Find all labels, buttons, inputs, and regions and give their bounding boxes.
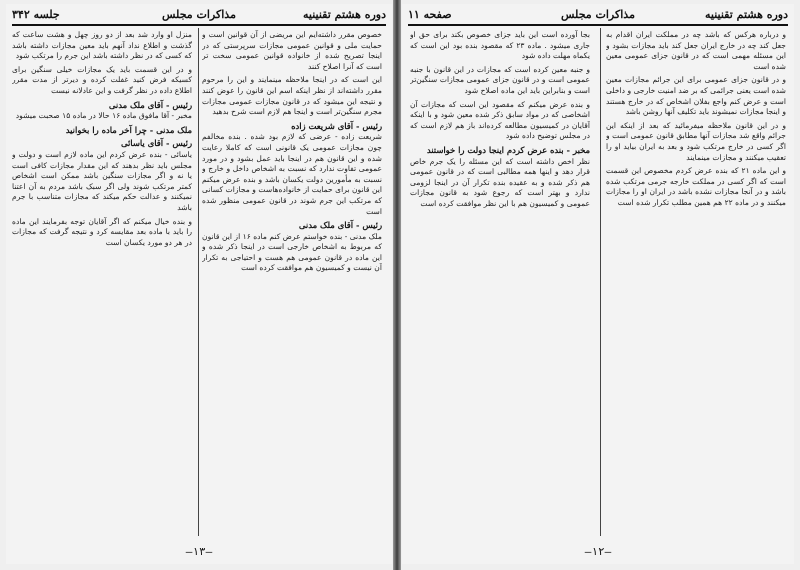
- left-page: [6, 4, 392, 564]
- speaker-heading: مخبر - بنده عرض کردم اینجا دولت را خواستند: [426, 144, 590, 155]
- paragraph: و بنده خیال میکنم که اگر آقایان توجه بفرمایند این ماده را باید با ماده بعد مقایسه کرد و نتیجه گرفت که مجازات در هر دو مورد یکسان است: [12, 216, 192, 247]
- left-header-rule: [12, 24, 386, 26]
- paragraph: و بنده عرض میکنم که مقصود این است که مجازات آن اشخاصی که در مواد سابق ذکر شده معین شود و با اینکه آقایان در کمیسیون مطالعه کرده‌اند باز هم لازم است که در مجلس توضیح داده شود: [410, 99, 590, 141]
- paragraph: و در این قانون ملاحظه میفرمائید که بعد از اینکه این جرائم واقع شد مجازات آنها مطابق قانون عمومی است و اگر کسی در خارج مرتکب شود و بعد به ایران بیاید او را تعقیب میکنند و مجازات مینمایند: [606, 120, 786, 162]
- paragraph: و درباره هرکس که باشد چه در مملکت ایران اقدام به جعل کند چه در خارج ایران جعل کند باید مجازات بشود و این مسئله مهمی است که در قانون جزای عمومی معین شده است: [606, 30, 786, 71]
- speaker-heading: ملک مدنی - چرا آخر ماده را بخوانید: [65, 124, 192, 135]
- paragraph: و در قانون جزای عمومی برای این جرائم مجازات معین شده است یعنی جرائمی که بر ضد امنیت خارجی و داخلی است و عرض کنم واجع بفلان اشخاص که در خارج هستند و اینجا مجازات نمیشوند باید تکلیف آنها روشن باشد: [606, 75, 786, 117]
- paragraph: شریعت زاده - عرضی که لازم بود شده . بنده مخالفم چون مجازات عمومی یک قانونی است که کاملا رعایت شده و این قانون هم در اینجا باید عمل بشود و در مورد عمومی تفاوت ندارد که نسبت به اشخاص داخل و خارج و نسبت به مأمورین دولت یکسان باشد و بنده عرض میکنم این قانون برای حمایت از خانواده‌هاست و مجازات کسانی که مرتکب این جرم شوند در قانون عمومی منظور شده است: [202, 132, 382, 216]
- left-header-page: جلسه ۳۴۲: [12, 8, 60, 21]
- paragraph: خصوص مقرر داشته‌ایم این مریضی از آن قوانین است و حمایت ملی و قوانین عمومی مجازات سرپرستی که در اینجا تصریح شده از خانواده قوانین عمومی سخت تر است که آنرا اصلاح کنند: [202, 30, 382, 71]
- left-page-right-column: [202, 30, 382, 534]
- book-gutter: [393, 0, 401, 570]
- speaker-heading: رئیس - آقای شریعت زاده: [291, 120, 382, 131]
- paragraph: بجا آورده است این باید جزای خصوص بکند برای حق او جاری میشود . ماده ۲۳ که مقصود بنده بود این است که یکماه مهلت داده شود: [410, 30, 590, 61]
- speaker-heading: رئیس - آقای یاسائی: [120, 138, 192, 149]
- paragraph: نظر اخص داشته است که این مسئله را یک جرم خاص قرار دهد و اینها همه مطالبی است که در قانون عمومی هم ذکر شده و به عقیده بنده تکرار آن در اینجا لزومی ندارد و بهتر است که رجوع شود به قانون مجازات عمومی و کمیسیون هم با این نظر موافقت کرده است: [410, 156, 590, 208]
- right-header-rule: [408, 24, 788, 26]
- right-page-right-column: [606, 30, 786, 534]
- paragraph: و جنبه معین کرده است که مجازات در این قانون با جنبه عمومی است و در قانون جزای عمومی مجازات سنگین‌تر است و بنابراین باید این ماده اصلاح شود: [410, 64, 590, 95]
- left-page-left-column: [12, 30, 192, 534]
- paragraph: و در این قسمت باید یک مجازات خیلی سنگین برای کسیکه فرض کنید غفلت کرده و دیرتر از مدت مقرر اطلاع داده در نظر گرفت و این عادلانه نیست: [12, 64, 192, 95]
- left-page-number: —۱۳—: [185, 545, 213, 558]
- left-header-session: دوره هشتم تقنینیه: [303, 8, 386, 21]
- right-header-page: صفحه ۱۱: [408, 8, 452, 21]
- right-page: [402, 4, 794, 564]
- right-column-divider: [600, 28, 601, 536]
- paragraph: منزل او وارد شد بعد از دو روز چهل و هشت ساعت که گذشت و اطلاع نداد آنهم باید معین مجازات داشته باشد که کسی که در نظر داشته باشد این جرم را مرتکب شود: [12, 30, 192, 61]
- left-page-header: [12, 6, 386, 24]
- left-column-divider: [198, 28, 199, 536]
- paragraph: این است که در اینجا ملاحظه مینمایند و این را مرحوم مقرر داشته‌اند از نظر اینکه اسم این قانون را عوض کنند و نتیجه این میشود که در قانون مجازات عمومی مجازات مجرم سنگین‌تر است و اینجا هم لازم است شرح بدهید: [202, 75, 382, 117]
- paragraph: ملک مدنی - بنده خواستم عرض کنم ماده ۱۶ از این قانون که مربوط به اشخاص خارجی است در اینجا ذکر شده و این ماده در قانون عمومی هم هست و احتیاجی به تکرار آن نیست و کمیسیون هم موافقت کرده است: [202, 231, 382, 273]
- paragraph: و این ماده ۲۱ که بنده عرض کردم مخصوص این قسمت است که اگر کسی در مملکت خارجه جرمی مرتکب شده باشد و در آنجا مجازات نشده باشد در ایران او را مجازات میکنند و در ماده ۲۲ هم همین مطلب تکرار شده است: [606, 166, 786, 207]
- right-page-header: [408, 6, 788, 24]
- speaker-heading: رئیس - آقای ملک مدنی: [298, 220, 382, 231]
- right-page-number: —۱۲—: [584, 545, 612, 558]
- right-page-left-column: [410, 30, 590, 534]
- speaker-heading: رئیس - آقای ملک مدنی: [108, 99, 192, 110]
- right-header-session: دوره هشتم تقنینیه: [705, 8, 788, 21]
- paragraph: مخبر - آقا مافوق ماده ۱۶ حالا در ماده ۱۵ صحبت میشود: [15, 111, 192, 121]
- paragraph: یاسائی - بنده عرض کردم این ماده لازم است و دولت و مجلس باید نظر بدهند که این مقدار مجازات کافی است یا نه و اگر مجازات سنگین باشد ممکن است اشخاص کمتر مرتکب شوند ولی اگر سبک باشد مردم به آن اعتنا نمیکنند و عدالت حکم میکند که مجازات متناسب با جرم باشد: [12, 149, 192, 212]
- right-header-title: مذاکرات مجلس: [561, 8, 635, 21]
- left-header-title: مذاکرات مجلس: [162, 8, 236, 21]
